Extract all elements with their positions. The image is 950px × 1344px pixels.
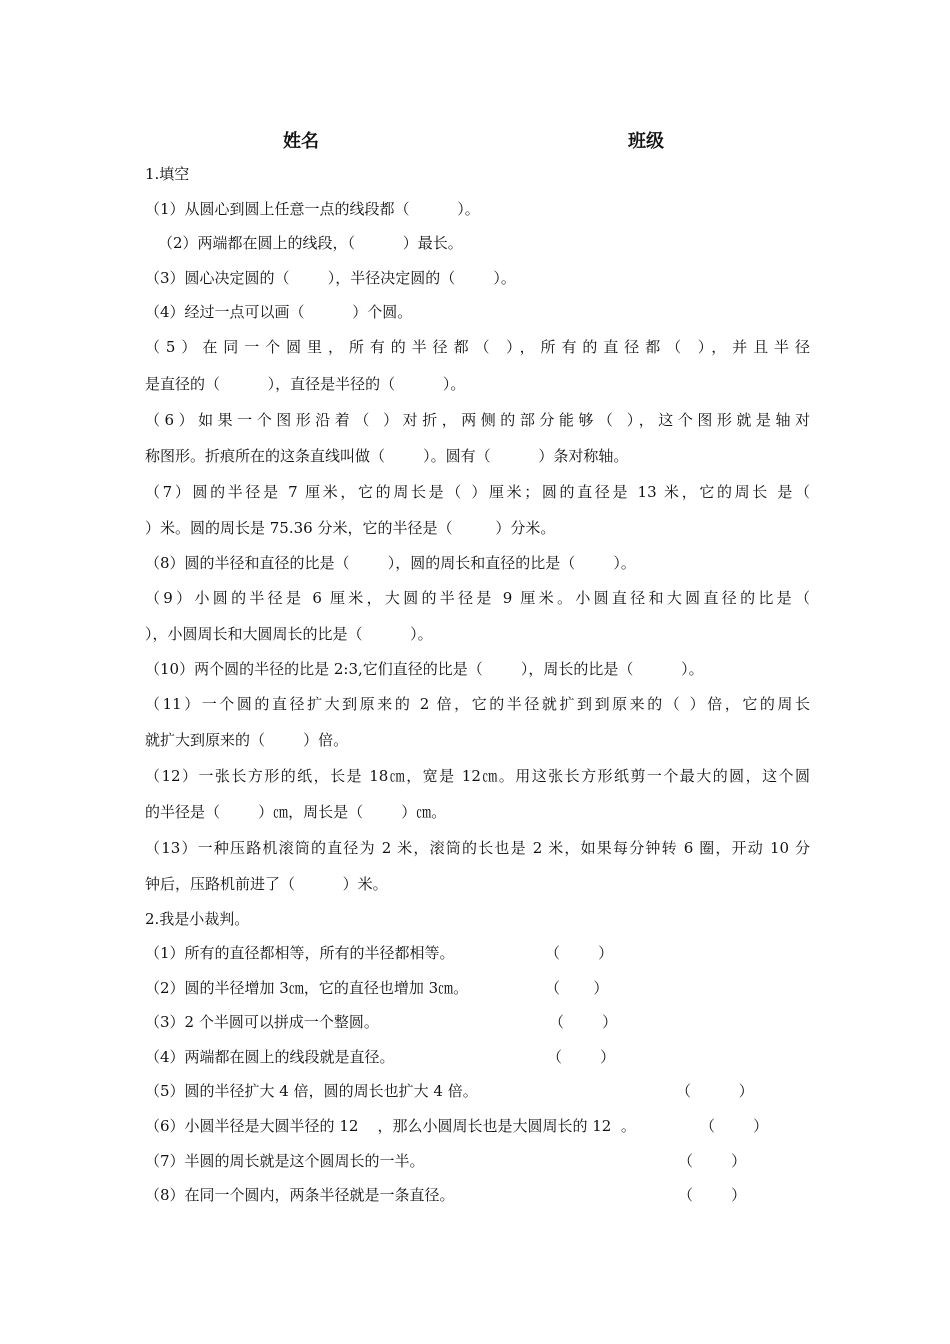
fill-line-8: （8）圆的半径和直径的比是（ ），圆的周长和直径的比是（ ）。 bbox=[145, 554, 636, 572]
judge-mark-7: （ ） bbox=[678, 1152, 747, 1170]
judge-item-8: （8）在同一个圆内，两条半径就是一条直径。 bbox=[145, 1186, 455, 1204]
fill-line-13a: （13）一种压路机滚筒的直径为 2 米，滚筒的长也是 2 米，如果每分钟转 6 圈，开动 10 分 bbox=[145, 839, 810, 857]
fill-line-9a: （9）小圆的半径是 6 厘米，大圆的半径是 9 厘米。小圆直径和大圆直径的比是（ bbox=[145, 589, 810, 607]
fill-line-5b: 是直径的（ ），直径是半径的（ ）。 bbox=[145, 375, 466, 393]
judge-item-2: （2）圆的半径增加 3㎝，它的直径也增加 3㎝。 bbox=[145, 979, 469, 997]
judge-item-6: （6）小圆半径是大圆半径的 12 ，那么小圆周长也是大圆周长的 12 。 bbox=[145, 1117, 636, 1135]
fill-line-11b: 就扩大到原来的（ ）倍。 bbox=[145, 731, 349, 749]
judge-item-5: （5）圆的半径扩大 4 倍，圆的周长也扩大 4 倍。 bbox=[145, 1082, 478, 1100]
judge-mark-1: （ ） bbox=[545, 944, 614, 962]
fill-line-7b: ）米。圆的周长是 75.36 分米，它的半径是（ ）分米。 bbox=[145, 519, 556, 537]
fill-line-9b: ），小圆周长和大圆周长的比是（ ）。 bbox=[145, 625, 433, 643]
class-label: 班级 bbox=[628, 131, 664, 152]
judge-item-7: （7）半圆的周长就是这个圆周长的一半。 bbox=[145, 1152, 425, 1170]
judge-mark-4: （ ） bbox=[547, 1048, 616, 1066]
section1-title: 1.填空 bbox=[145, 165, 190, 183]
fill-line-7a: （7）圆的半径是 7 厘米，它的周长是（ ）厘米；圆的直径是 13 米，它的周长 是（ bbox=[145, 483, 810, 501]
judge-mark-6: （ ） bbox=[700, 1117, 769, 1135]
fill-line-12b: 的半径是（ ）㎝，周长是（ ）㎝。 bbox=[145, 803, 447, 821]
fill-line-2: （2）两端都在圆上的线段，（ ）最长。 bbox=[158, 234, 463, 252]
judge-item-1: （1）所有的直径都相等，所有的半径都相等。 bbox=[145, 944, 455, 962]
fill-line-6b: 称图形。折痕所在的这条直线叫做（ ）。圆有（ ）条对称轴。 bbox=[145, 447, 629, 465]
fill-line-3: （3）圆心决定圆的（ ），半径决定圆的（ ）。 bbox=[145, 269, 516, 287]
judge-item-4: （4）两端都在圆上的线段就是直径。 bbox=[145, 1048, 395, 1066]
fill-line-6a: （6）如果一个图形沿着（ ）对折，两侧的部分能够（ ），这个图形就是轴对 bbox=[145, 411, 810, 429]
judge-mark-8: （ ） bbox=[678, 1186, 747, 1204]
judge-mark-3: （ ） bbox=[549, 1013, 618, 1031]
judge-mark-2: （ ） bbox=[545, 979, 609, 997]
fill-line-13b: 钟后，压路机前进了（ ）米。 bbox=[145, 875, 388, 893]
fill-line-11a: （11）一个圆的直径扩大到原来的 2 倍，它的半径就扩到到原来的（ ）倍，它的周长 bbox=[145, 695, 810, 713]
section2-title: 2.我是小裁判。 bbox=[145, 910, 250, 928]
fill-line-10: （10）两个圆的半径的比是 2:3,它们直径的比是（ ），周长的比是（ ）。 bbox=[145, 660, 704, 678]
judge-mark-5: （ ） bbox=[676, 1082, 754, 1100]
fill-line-12a: （12）一张长方形的纸，长是 18㎝，宽是 12㎝。用这张长方形纸剪一个最大的圆，这个圆 bbox=[145, 767, 810, 785]
fill-line-1: （1）从圆心到圆上任意一点的线段都（ ）。 bbox=[145, 200, 480, 218]
name-label: 姓名 bbox=[283, 131, 319, 152]
fill-line-4: （4）经过一点可以画（ ）个圆。 bbox=[145, 303, 413, 321]
fill-line-5a: （5）在同一个圆里，所有的半径都（ ），所有的直径都（ ），并且半径 bbox=[145, 338, 810, 356]
judge-item-3: （3）2 个半圆可以拼成一个整圆。 bbox=[145, 1013, 379, 1031]
